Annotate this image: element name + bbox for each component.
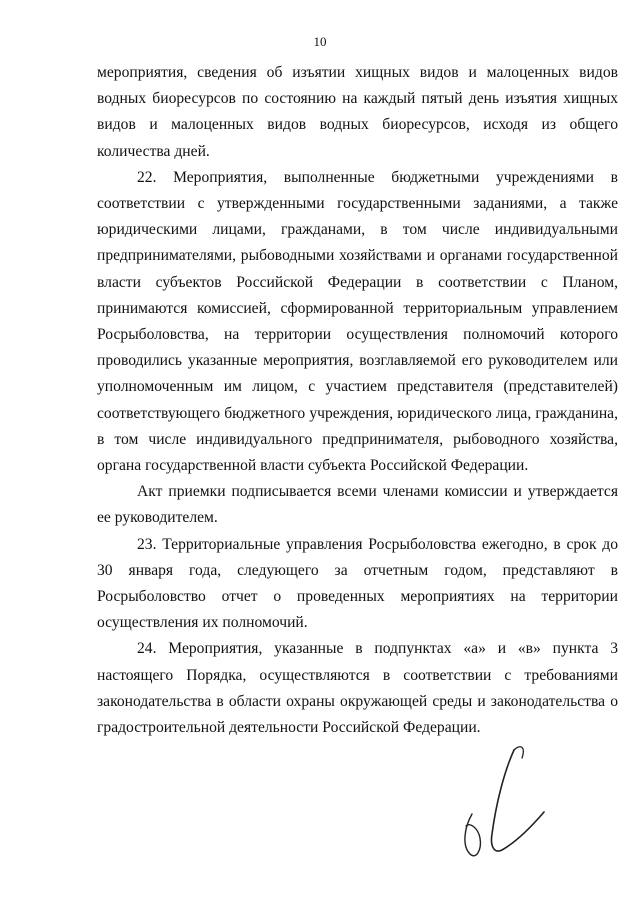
paragraph-acceptance-act: Акт приемки подписывается всеми членами комиссии и утверждается ее руководителем. [97, 483, 618, 527]
signature-tail [514, 747, 523, 758]
paragraph-continuation: мероприятия, сведения об изъятии хищных видов и малоценных видов водных биоресурсов по состоянию на каждый пятый день изъятия хищных видов и малоценных видов водных биоресурсов, исходя из общего количества дней. [97, 64, 618, 160]
page-number: 10 [313, 34, 327, 49]
paragraph-item-23: 23. Территориальные управления Росрыболовства ежегодно, в срок до 30 января года, следующего за отчетным годом, представляют в Росрыболовство отчет о проведенных мероприятиях на территории осуществления их полномочий. [97, 535, 618, 632]
signature-stroke [491, 750, 544, 851]
paragraph-item-22: 22. Мероприятия, выполненные бюджетными учреждениями в соответствии с утвержденными государственными заданиями, а также юридическими лицами, гражданами, в том числе индивидуальными предпринимателями, рыбоводными хозяйствами и органами государственной власти субъектов Российской Федерации в соответствии с Планом, принимаются комиссией, сформированной территориальным управлением Росрыболовства, на территории осуществления полномочий которого проводились указанные мероприятия, возглавляемой его руководителем или уполномоченным им лицом, с участием представителя (представителей) соответствующего бюджетного учреждения, юридического лица, гражданина, в том числе индивидуального предпринимателя, рыбоводного хозяйства, органа государственной власти субъекта Российской Федерации. [97, 168, 618, 475]
paragraph-item-24: 24. Мероприятия, указанные в подпунктах «а» и «в» пункта 3 настоящего Порядка, осуществляются в соответствии с требованиями законодательства в области охраны окружающей среды и законодательства о градостроительной деятельности Российской Федерации. [97, 640, 618, 737]
signature-loop [465, 814, 480, 856]
document-body [97, 60, 618, 741]
signature [450, 742, 560, 862]
